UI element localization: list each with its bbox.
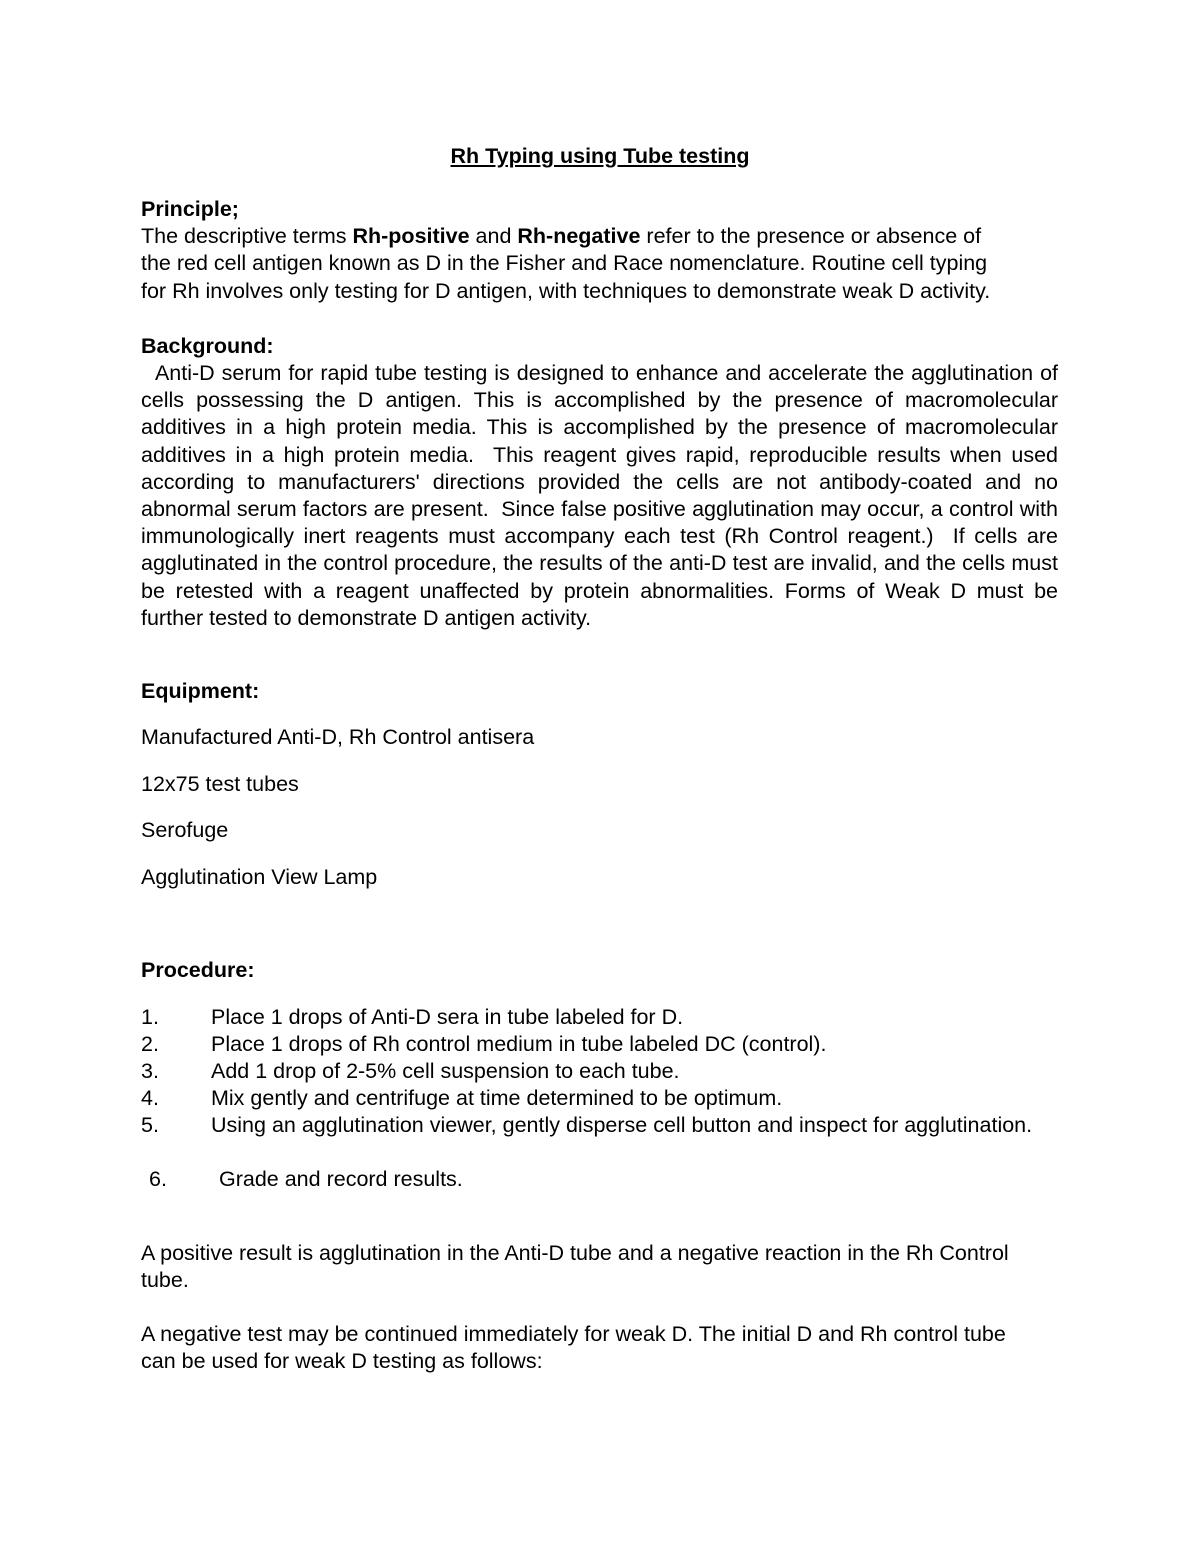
step-text: Grade and record results. [219,1167,463,1191]
term-rh-negative: Rh-negative [517,224,641,248]
negative-result-paragraph: A negative test may be continued immediately for weak D. The initial D and Rh control tube can be used for weak D testing as follows: [141,1322,1006,1374]
principle-line-2: the red cell antigen known as D in the Fisher and Race nomenclature. Routine cell typing [141,251,988,275]
procedure-heading: Procedure: [141,958,255,982]
background-heading: Background: [141,334,274,358]
step-text: Place 1 drops of Rh control medium in tube labeled DC (control). [211,1032,827,1056]
document-title: Rh Typing using Tube testing [450,144,750,168]
step-text: Add 1 drop of 2-5% cell suspension to each tube. [211,1059,680,1083]
background-paragraph: Anti-D serum for rapid tube testing is designed to enhance and accelerate the agglutination of cells possessing the D antigen. This is accomplished by the presence of macromolecular additives in a high protein media. This is accomplished by the presence of macromolecular additives in a high protein media. This reagent gives rapid, reproducible results when used according to manufacturers' directions provided the cells are not antibody-coated and no abnormal serum factors are present. Since false positive agglutination may occur, a control with immunologically inert reagents must accompany each test (Rh Control reagent.) If cells are agglutinated in the control procedure, the results of the anti-D test are invalid, and the cells must be retested with a reagent unaffected by protein abnormalities. Forms of Weak D must be further tested to demonstrate D antigen activity. [141,361,1064,630]
step-number: 1. [141,1005,159,1029]
step-number: 2. [141,1032,159,1056]
equipment-item: Agglutination View Lamp [141,865,378,889]
equipment-item: Manufactured Anti-D, Rh Control antisera [141,725,535,749]
positive-result-paragraph: A positive result is agglutination in the Anti-D tube and a negative reaction in the Rh Control tube. [141,1241,1009,1293]
step-text: Using an agglutination viewer, gently disperse cell button and inspect for agglutination. [211,1113,1033,1137]
principle-line-3: for Rh involves only testing for D antigen, with techniques to demonstrate weak D activity. [141,279,991,303]
step-text: Place 1 drops of Anti-D sera in tube labeled for D. [211,1005,684,1029]
term-rh-positive: Rh-positive [352,224,470,248]
principle-and: and [469,224,518,248]
principle-intro: The descriptive terms [141,224,353,248]
step-number: 5. [141,1113,159,1137]
step-number: 3. [141,1059,159,1083]
equipment-heading: Equipment: [141,679,260,703]
equipment-item: 12x75 test tubes [141,772,299,796]
step-number: 6. [149,1167,167,1191]
principle-line-1-rest: refer to the presence or absence of [640,224,982,248]
principle-line-1 [141,223,981,250]
equipment-item: Serofuge [141,818,229,842]
step-text: Mix gently and centrifuge at time determined to be optimum. [211,1086,783,1110]
principle-heading: Principle; [141,197,239,221]
step-number: 4. [141,1086,159,1110]
